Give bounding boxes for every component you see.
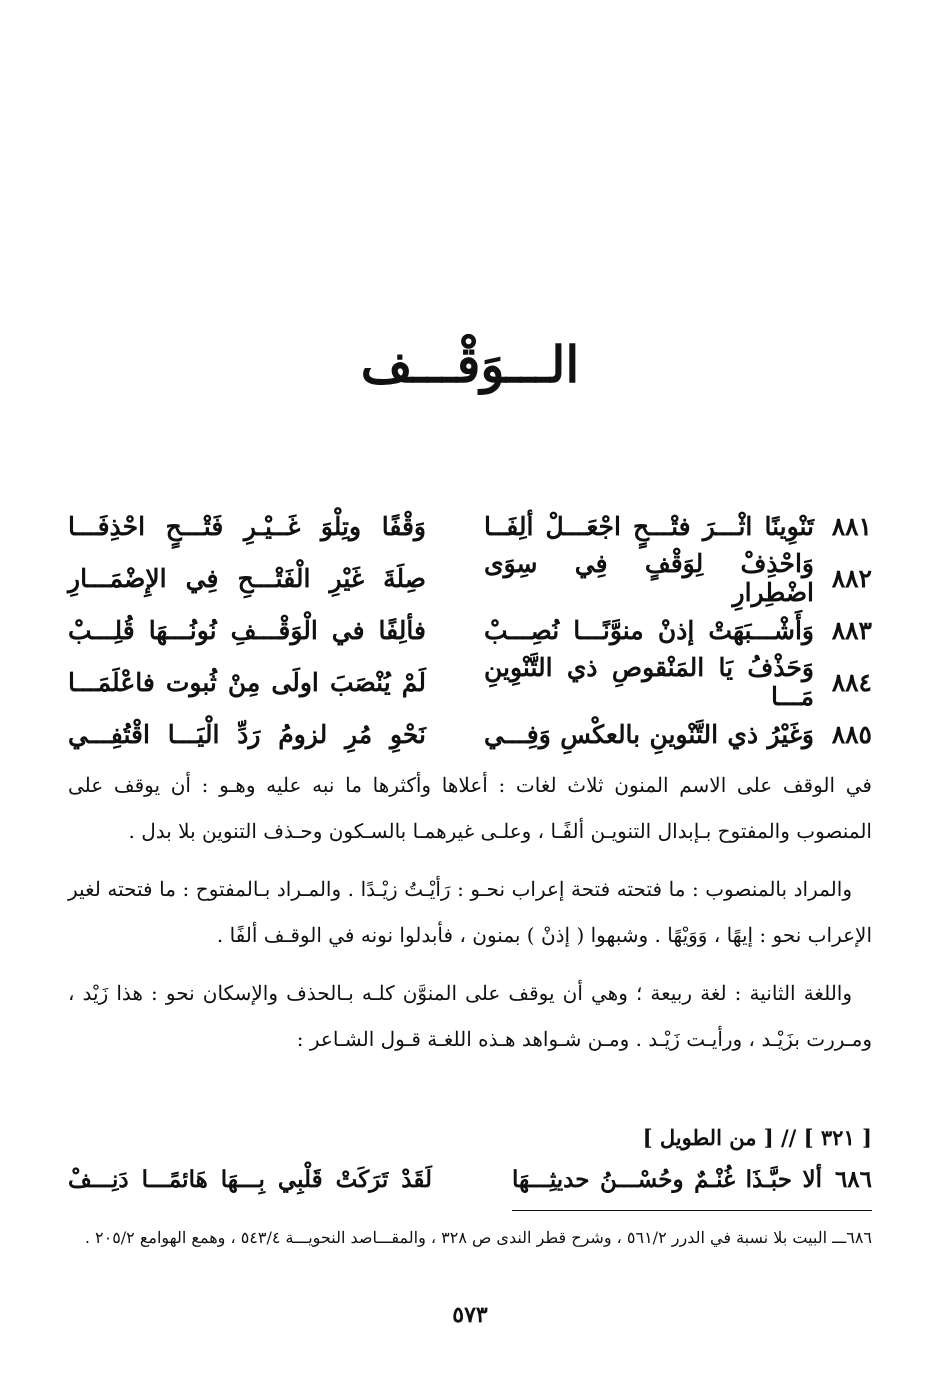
verse-line xyxy=(68,500,872,552)
verse-second-hemistich: لَمْ يُنْصَبَ اولَى مِنْ ثُبوت فاعْلَمَـــا xyxy=(68,667,426,697)
footnote-divider xyxy=(512,1210,872,1211)
verse-number: ٨٨٥ xyxy=(831,719,872,749)
verse-number: ٨٨٤ xyxy=(831,667,872,697)
verse-first-hemistich: وَحَذْفُ يَا المَنْقوصِ ذي التَّنْوِينِ مَـــا xyxy=(484,653,814,711)
verse-number: ٨٨٣ xyxy=(831,615,872,645)
verse-line xyxy=(68,653,872,711)
verse-first-hemistich: وَاحْذِفْ لِوَقْفٍ فِي سِوَى اضْطِرارِ xyxy=(484,549,814,607)
verse-block xyxy=(68,500,872,760)
verse-line xyxy=(68,604,872,656)
verse-first-hemistich: وَغَيْرُ ذي التَّنْوينِ بالعكْسِ وَفِـــي xyxy=(484,719,814,749)
verse-number: ٨٨٢ xyxy=(831,563,872,593)
verse-second-hemistich: فألِفًا في الْوَقْـــفِ نُونُـــهَا قُلِـــبْ xyxy=(68,615,426,645)
verse-line xyxy=(68,708,872,760)
verse-line xyxy=(68,549,872,607)
commentary-paragraph: والمراد بالمنصوب : ما فتحته فتحة إعراب نحـو : رَأيْـتُ زيْـدًا . والمـراد بـالمفتوح : ما فتحته لغير الإعراب نحو : إيهًا ، وَوَيْهًا . وشبهوا ( إذنْ ) بمنون ، فأبدلوا نونه في الوقـف ألفًا . xyxy=(68,877,872,947)
citation-meter: [ ٣٢١ ] // [ من الطويل ] xyxy=(642,1125,872,1150)
verse-second-hemistich: صِلَةَ غَيْرِ الْفَتْـــحِ فِي الإِضْمَـــارِ xyxy=(68,563,426,593)
footnotes xyxy=(68,1222,872,1254)
cited-verse-number: ٦٨٦ xyxy=(834,1166,872,1193)
hemistich-gap xyxy=(432,1160,512,1200)
chapter-title: الـــوَقْـــف xyxy=(360,335,580,394)
verse-second-hemistich: نَحْوِ مُرِ لزومُ رَدِّ الْيَـــا اقْتُفِـــي xyxy=(68,719,426,749)
cited-verse-second-hemistich: لَقَدْ تَرَكَتْ قَلْبِي بِـــهَا هَائمًـــا دَنِـــفْ xyxy=(68,1166,432,1193)
commentary-paragraph: واللغة الثانية : لغة ربيعة ؛ وهي أن يوقف على المنوَّن كلـه بـالحذف والإسكان نحو : هذا زَيْد ، ومـررت بزَيْـد ، ورأيـت زَيْـد . ومـن شـواهد هـذه اللغـة قـول الشـاعر : xyxy=(68,981,872,1051)
cited-verse-first-hemistich: ألا حبَّـذَا غُنْـمٌ وحُسْـــنُ حديثِـــهَا xyxy=(512,1166,822,1193)
commentary-text xyxy=(68,762,872,1074)
footnote: ٦٨٦ـــ البيت بلا نسبة في الدرر ٥٦١/٢ ، وشرح قطر الندى ص ٣٢٨ ، والمقـــاصد النحويـــة ٥٤٣/٤ ، وهمع الهوامع ٢٠٥/٢ . xyxy=(84,1228,872,1247)
verse-second-hemistich: وَقْفًا وتِلْوَ غَــيْـرِ فَتْـــحٍ احْذِفَـــا xyxy=(68,511,426,541)
cited-verse xyxy=(68,1160,872,1200)
page-number: ٥٧٣ xyxy=(452,1302,488,1328)
commentary-paragraph: في الوقف على الاسم المنون ثلاث لغات : أعلاها وأكثرها ما نبه عليه وهـو : أن يوقف على المنصوب والمفتوح بـإبدال التنويـن ألفًـا ، وعلـى غيرهمـا بالسـكون وحـذف التنوين بلا بدل . xyxy=(68,773,872,843)
verse-first-hemistich: تَنْوِينًا اثْـــرَ فتْـــحٍ اجْعَـــلْ ألِفَــا xyxy=(484,511,814,541)
verse-number: ٨٨١ xyxy=(831,511,872,541)
verse-first-hemistich: وَأَشْـــبَهَتْ إذنْ منوَّنًـــا نُصِـــبْ xyxy=(484,615,814,645)
